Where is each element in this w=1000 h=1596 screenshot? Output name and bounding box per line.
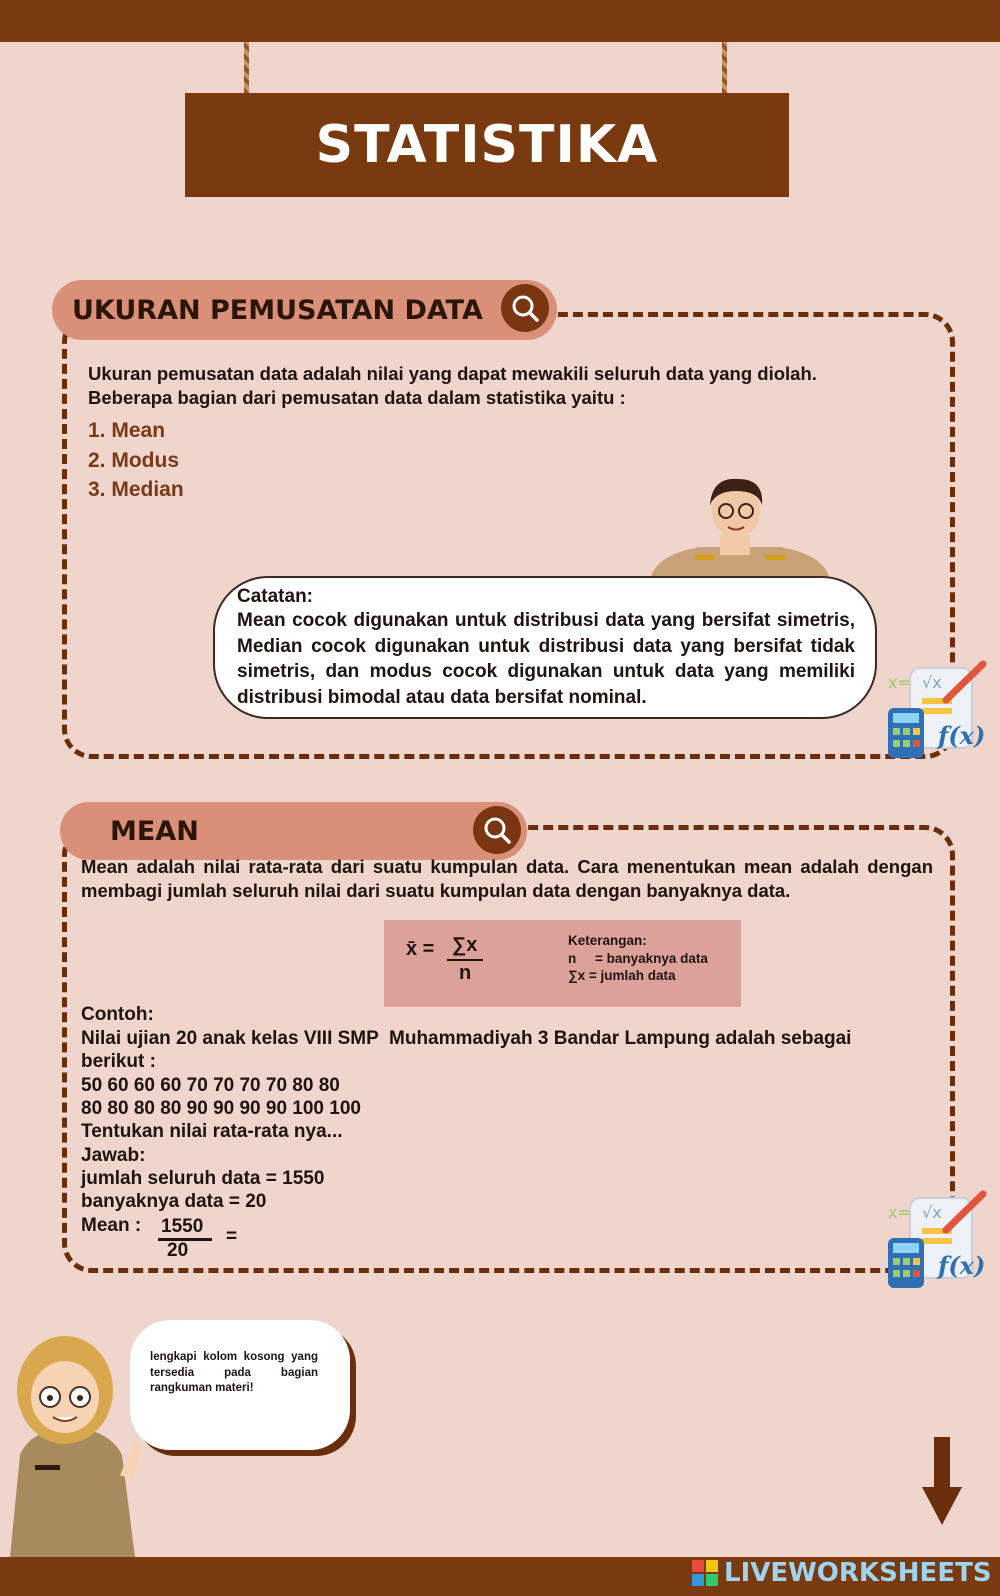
- example-line2: berikut :: [81, 1051, 156, 1072]
- speech-bubble-text: lengkapi kolom kosong yang tersedia pada bagian rangkuman materi!: [150, 1351, 318, 1394]
- example-data2: 80 80 80 80 90 90 90 90 100 100: [81, 1098, 361, 1119]
- page-title: STATISTIKA: [315, 115, 659, 175]
- answer-label: Jawab:: [81, 1145, 146, 1166]
- ket-n: n = banyaknya data: [568, 951, 708, 966]
- section2-intro: Mean adalah nilai rata-rata dari suatu kumpulan data. Cara menentukan mean adalah dengan membagi jumlah seluruh nilai dari suatu kumpulan data dengan banyaknya data.: [81, 856, 933, 901]
- note-box: [213, 576, 877, 719]
- example-question: Tentukan nilai rata-rata nya...: [81, 1121, 343, 1142]
- formula-box: [384, 920, 741, 1007]
- formula-fraction-line: [447, 959, 483, 961]
- top-bar: [0, 0, 1000, 42]
- liveworksheets-logo-icon: [692, 1560, 718, 1586]
- svg-text:√x: √x: [922, 673, 942, 692]
- svg-text:x=: x=: [888, 673, 911, 692]
- example-line1: Nilai ujian 20 anak kelas VIII SMP Muhammadiyah 3 Bandar Lampung adalah sebagai: [81, 1028, 852, 1049]
- search-icon[interactable]: [473, 806, 521, 854]
- mean-numerator: 1550: [161, 1216, 204, 1237]
- mean-equals: =: [226, 1226, 238, 1247]
- list-item-modus: 2. Modus: [88, 449, 180, 472]
- ket-title: Keterangan:: [568, 933, 647, 948]
- formula-numerator: ∑x: [452, 934, 478, 956]
- section1-intro-line1: Ukuran pemusatan data adalah nilai yang dapat mewakili seluruh data yang diolah.: [88, 363, 817, 384]
- math-calculator-icon: [888, 1190, 988, 1292]
- answer-count: banyaknya data = 20: [81, 1191, 267, 1212]
- svg-text:x=: x=: [888, 1203, 911, 1222]
- arrow-down-icon: [922, 1437, 962, 1527]
- section1-heading: UKURAN PEMUSATAN DATA: [72, 294, 483, 326]
- mean-label: Mean :: [81, 1215, 142, 1236]
- formula-lhs: x̄ =: [406, 938, 435, 960]
- svg-text:√x: √x: [922, 1203, 942, 1222]
- list-item-mean: 1. Mean: [88, 419, 166, 442]
- section1-heading-pill: [52, 280, 557, 340]
- svg-text:f(x): f(x): [938, 721, 986, 750]
- teacher-male-illustration: [640, 475, 840, 580]
- svg-text:f(x): f(x): [938, 1251, 986, 1280]
- title-board: [185, 93, 789, 197]
- answer-sum: jumlah seluruh data = 1550: [81, 1168, 325, 1189]
- note-body: Mean cocok digunakan untuk distribusi data yang bersifat simetris, Median cocok digunakan untuk distribusi data yang bersifat tidak simetris, dan modus cocok digunakan untuk data yang memiliki distribusi bimodal atau data bersifat nominal.: [237, 610, 855, 708]
- formula-denominator: n: [459, 962, 472, 984]
- liveworksheets-logo[interactable]: [692, 1558, 992, 1588]
- section2-heading-pill: [60, 802, 527, 860]
- math-calculator-icon: [888, 660, 988, 762]
- ket-sum: ∑x = jumlah data: [568, 968, 676, 983]
- section1-intro-line2: Beberapa bagian dari pemusatan data dalam statistika yaitu :: [88, 387, 626, 408]
- liveworksheets-logo-text: LIVEWORKSHEETS: [724, 1558, 992, 1588]
- search-icon[interactable]: [501, 284, 549, 332]
- list-item-median: 3. Median: [88, 478, 184, 501]
- mean-denominator: 20: [167, 1240, 189, 1261]
- note-title: Catatan:: [237, 586, 314, 607]
- section2-heading: MEAN: [110, 815, 199, 847]
- example-data1: 50 60 60 60 70 70 70 70 80 80: [81, 1075, 340, 1096]
- teacher-female-illustration: [10, 1335, 150, 1557]
- example-label: Contoh:: [81, 1004, 154, 1025]
